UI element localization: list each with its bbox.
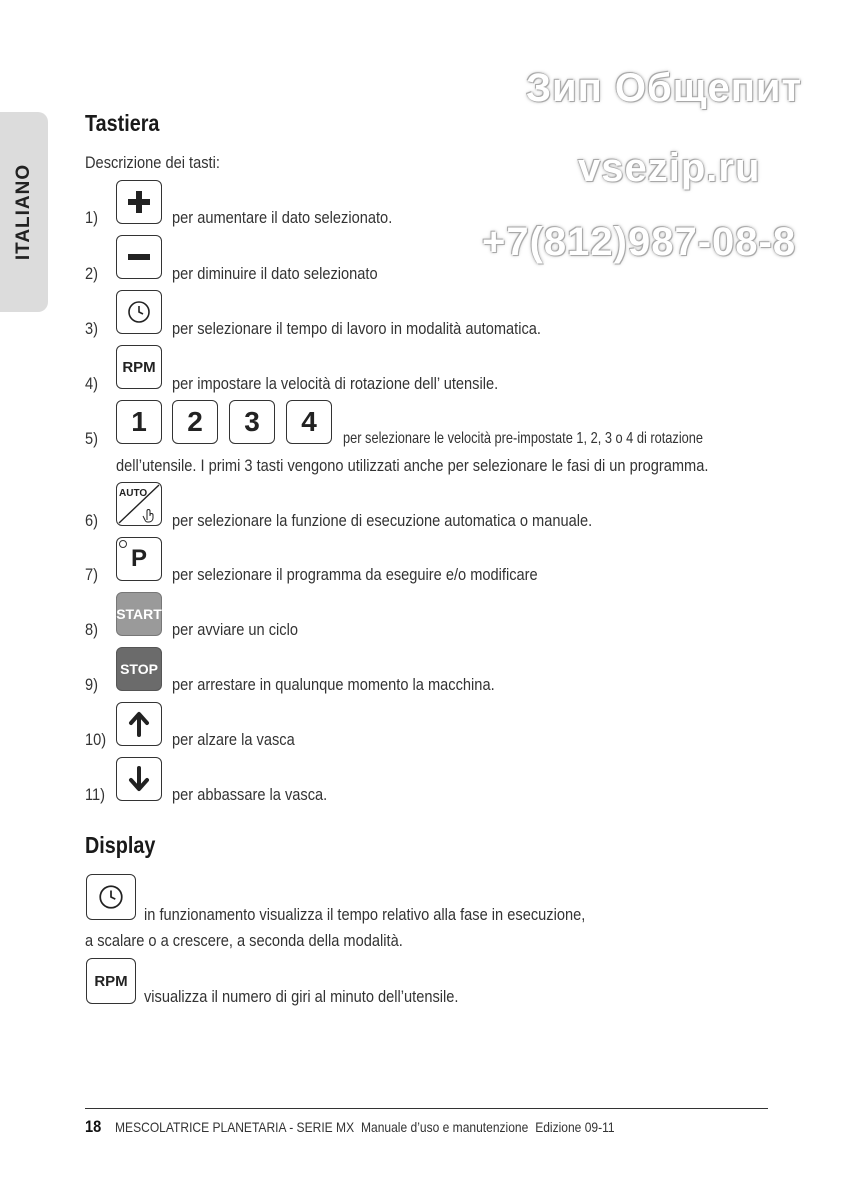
item-number: 6): [85, 511, 99, 530]
plus-icon: [126, 189, 152, 215]
display-clock-description-continued: a scalare o a crescere, a seconda della modalità.: [85, 931, 403, 950]
item-description: per selezionare il programma da eseguire e/o modificare: [172, 565, 538, 584]
display-rpm-indicator: [86, 958, 136, 1004]
item-description: per selezionare la funzione di esecuzione automatica o manuale.: [172, 511, 593, 530]
clock-icon: [97, 883, 125, 911]
display-rpm-description: visualizza il numero di giri al minuto dell’utensile.: [144, 987, 459, 1006]
start-key: [116, 592, 162, 636]
program-key-label: P: [130, 545, 147, 572]
item-number: 1): [85, 208, 99, 227]
item-number: 5): [85, 429, 99, 448]
display-rpm-label: RPM: [94, 972, 128, 990]
speed-3-label: 3: [244, 406, 260, 437]
item-description: per alzare la vasca: [172, 730, 295, 749]
svg-text:AUTO: AUTO: [119, 488, 148, 499]
item-description: per abbassare la vasca.: [172, 785, 328, 804]
stop-key: [116, 647, 162, 691]
display-clock-description: in funzionamento visualizza il tempo relativo alla fase in esecuzione,: [144, 905, 586, 924]
indicator-led: [119, 540, 127, 548]
item-number: 2): [85, 264, 99, 283]
speed-4-label: 4: [301, 406, 317, 437]
watermark-line-1: Зип Общепит: [526, 66, 803, 110]
section-title-display: Display: [85, 832, 156, 858]
footer-edition: Edizione 09-11: [535, 1119, 615, 1135]
speed-1-label: 1: [131, 406, 147, 437]
speed-3-key: [229, 400, 275, 444]
arrow-up-icon: [128, 711, 150, 737]
speed-1-key: [116, 400, 162, 444]
clock-icon: [126, 299, 152, 325]
item-number: 3): [85, 319, 99, 338]
minus-icon: [126, 244, 152, 270]
footer-manual: Manuale d’uso e manutenzione: [360, 1119, 529, 1135]
watermark-line-2: vsezip.ru: [578, 146, 761, 190]
page-footer: [85, 1117, 615, 1137]
auto-manual-icon: [117, 483, 161, 525]
item-description: per avviare un ciclo: [172, 620, 298, 639]
display-clock-indicator: [86, 874, 136, 920]
item-number: 11): [85, 785, 106, 804]
item-description: per selezionare il tempo di lavoro in modalità automatica.: [172, 319, 541, 338]
speed-4-key: [286, 400, 332, 444]
program-key: [116, 537, 162, 581]
rpm-key-label: RPM: [122, 358, 156, 376]
bowl-up-key: [116, 702, 162, 746]
start-key-label: START: [116, 606, 162, 622]
section-title-tastiera: Tastiera: [85, 110, 160, 136]
speed-2-label: 2: [187, 406, 203, 437]
auto-manual-key: [116, 482, 162, 526]
stop-key-label: STOP: [120, 661, 158, 677]
item-number: 8): [85, 620, 99, 639]
arrow-down-icon: [128, 766, 150, 792]
minus-key: [116, 235, 162, 279]
speed-2-key: [172, 400, 218, 444]
page-number: 18: [85, 1117, 102, 1136]
footer-product: MESCOLATRICE PLANETARIA - SERIE MX: [115, 1119, 355, 1135]
item-description: per aumentare il dato selezionato.: [172, 208, 393, 227]
keys-intro: Descrizione dei tasti:: [85, 153, 220, 172]
language-side-tab: [0, 112, 48, 312]
item-number: 7): [85, 565, 99, 584]
timer-key: [116, 290, 162, 334]
watermark-line-3: +7(812)987-08-8: [482, 220, 797, 264]
footer-divider: [85, 1108, 768, 1109]
item-number: 9): [85, 675, 99, 694]
plus-key: [116, 180, 162, 224]
item-number: 10): [85, 730, 107, 749]
item-description: per selezionare le velocità pre-impostate 1, 2, 3 o 4 di rotazione: [343, 430, 704, 447]
language-label: ITALIANO: [13, 163, 34, 261]
bowl-down-key: [116, 757, 162, 801]
rpm-key: [116, 345, 162, 389]
item-number: 4): [85, 374, 99, 393]
item-description-continued: dell’utensile. I primi 3 tasti vengono utilizzati anche per selezionare le fasi di un programma.: [116, 456, 709, 475]
item-description: per diminuire il dato selezionato: [172, 264, 378, 283]
item-description: per impostare la velocità di rotazione dell’ utensile.: [172, 374, 499, 393]
item-description: per arrestare in qualunque momento la macchina.: [172, 675, 495, 694]
